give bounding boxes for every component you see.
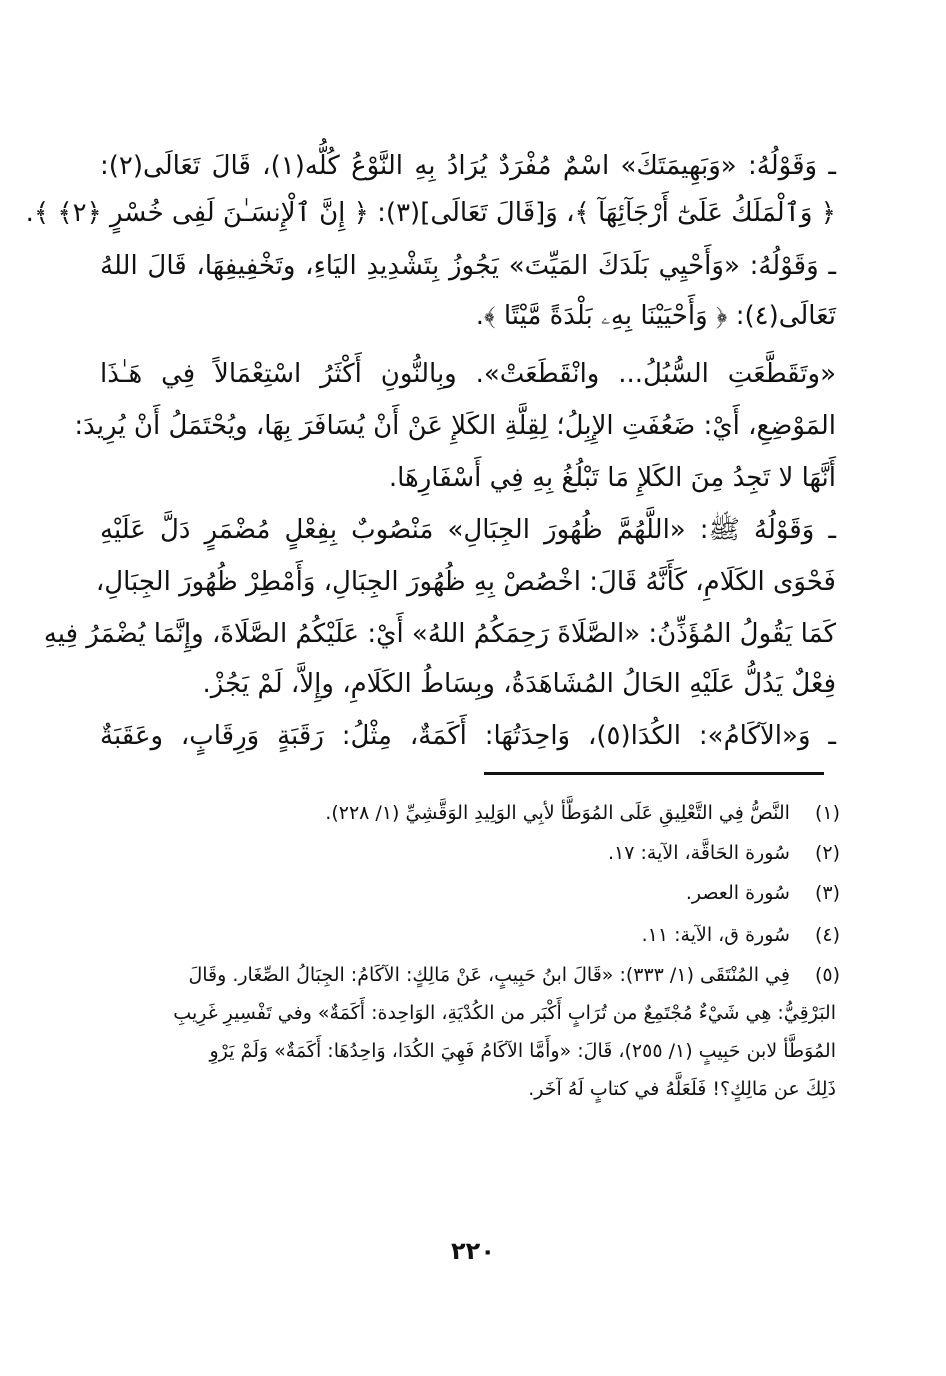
footnote-number: (١) xyxy=(814,802,840,824)
footnote-number: (٤) xyxy=(814,924,840,946)
footnote-5-continuation: البَرْقِيُّ: هِي شَيْءٌ مُجْتَمِعٌ من تُرَابٍ أَكْبَر من الكُدْيَةِ، الوَاحِدة: أَكَمَةٌ» وفي تَفْسِيرِ غَرِيبِ xyxy=(173,1002,836,1024)
footnote-5 xyxy=(100,958,840,992)
footnote-number: (٢) xyxy=(814,842,840,864)
body-line: فِعْلٌ يَدُلُّ عَلَيْهِ الحَالُ المُشَاهَدَةُ، وبِسَاطُ الكَلَامِ، وإِلاَّ، لَمْ يَجُزْ. xyxy=(202,669,836,699)
body-line: ﴿ وَٱلْمَلَكُ عَلَىٰٓ أَرْجَآئِهَآ ﴾، وَ[قَالَ تَعَالَى](٣): ﴿ إِنَّ ٱلْإِنسَـٰنَ لَفِى خُسْرٍ ﴿٢﴾ ﴾. xyxy=(25,198,836,228)
footnote-number: (٥) xyxy=(814,964,840,986)
body-line: أَنَّهَا لا تَجِدُ مِنَ الكَلإِ مَا تَبْلُغُ بِهِ فِي أَسْفَارِهَا. xyxy=(388,463,836,493)
footnote-2 xyxy=(100,836,840,870)
footnote-separator xyxy=(484,772,824,775)
footnote-5-continuation: المُوَطَّأ لابن حَبِيبٍ (١/ ٢٥٥)، قَالَ: «وأَمَّا الآكَامُ فَهِيَ الكُدَا، وَاحِدُهَا: أَكَمَةٌ» وَلَمْ يَرْوِ xyxy=(209,1040,836,1062)
body-line: ـ وَ«الآكَامُ»: الكُدَا(٥)، وَاحِدَتُهَا: أَكَمَةٌ، مِثْلُ: رَقَبَةٍ وَرِقَابٍ، وعَقَبَةٌ xyxy=(100,721,836,751)
body-line: تَعَالَى(٤): ﴿ وَأَحْيَيْنَا بِهِۦ بَلْدَةً مَّيْتًا ﴾. xyxy=(475,301,836,331)
body-line: ـ وَقَوْلُهُ: «وَبَهِيمَتَكَ» اسْمٌ مُفْرَدٌ يُرَادُ بِهِ النَّوْعُ كُلُّه(١)، قَالَ تَعَالَى(٢): xyxy=(100,151,836,181)
body-line: فَحْوَى الكَلَامِ، كَأَنَّهُ قَالَ: اخْصُصْ بِهِ ظُهُورَ الجِبَالِ، وَأَمْطِرْ ظُهُورَ الجِبَالِ، xyxy=(95,567,836,597)
footnote-3 xyxy=(100,876,840,910)
page-number: ٢٢٠ xyxy=(451,1237,495,1265)
body-line: كَمَا يَقُولُ المُؤَذِّنُ: «الصَّلَاةَ رَحِمَكُمُ اللهُ» أَيْ: عَلَيْكُمُ الصَّلَاةَ، وإِنَّمَا يُضْمَرُ فِيهِ xyxy=(43,619,836,649)
body-line: ـ وَقَوْلُهُ ﷺ: «اللَّهُمَّ ظُهُورَ الجِبَالِ» مَنْصُوبٌ بِفِعْلٍ مُضْمَرٍ دَلَّ عَلَيْهِ xyxy=(100,515,836,545)
body-line: ـ وَقَوْلُهُ: «وَأَحْيِي بَلَدَكَ المَيِّتَ» يَجُوزُ بِتَشْدِيدِ اليَاءِ، وتَخْفِيفِهَا، قَالَ اللهُ xyxy=(100,251,836,281)
footnote-4 xyxy=(100,918,840,952)
footnote-text: فِي المُنْتَقَى (١/ ٣٣٣): «قَالَ ابنُ حَبِيبٍ، عَنْ مَالِكٍ: الآكَامُ: الجِبَالُ الصِّغَار. وقَالَ xyxy=(188,964,790,986)
footnote-text: سُورة العصر. xyxy=(685,882,790,904)
footnote-text: النَّصُّ فِي التَّعْلِيقِ عَلَى المُوَطَّأ لأبِي الوَلِيدِ الوَقَّشِيِّ (١/ ٢٢٨). xyxy=(325,802,790,824)
footnote-text: سُورة الحَاقَّة، الآية: ١٧. xyxy=(607,842,790,864)
body-line: المَوْضِعِ، أَيْ: ضَعُفَتِ الإِبِلُ؛ لِقِلَّةِ الكَلإِ عَنْ أَنْ يُسَافَرَ بِهَا، ويُحْتَمَلُ أَنْ يُرِيدَ: xyxy=(74,411,836,441)
footnote-1 xyxy=(100,796,840,830)
footnote-text: سُورة ق، الآية: ١١. xyxy=(641,924,790,946)
footnote-number: (٣) xyxy=(814,882,840,904)
footnote-5-continuation: ذَلِكَ عن مَالِكٍ؟! فَلَعَلَّهُ في كتابٍ لَهُ آخَر. xyxy=(528,1078,836,1100)
body-line: «وتَقَطَّعَتِ السُّبُلُ... وانْقَطَعَتْ». وبِالنُّونِ أَكْثَرُ اسْتِعْمَالاً فِي هَـٰذَا xyxy=(100,359,836,389)
